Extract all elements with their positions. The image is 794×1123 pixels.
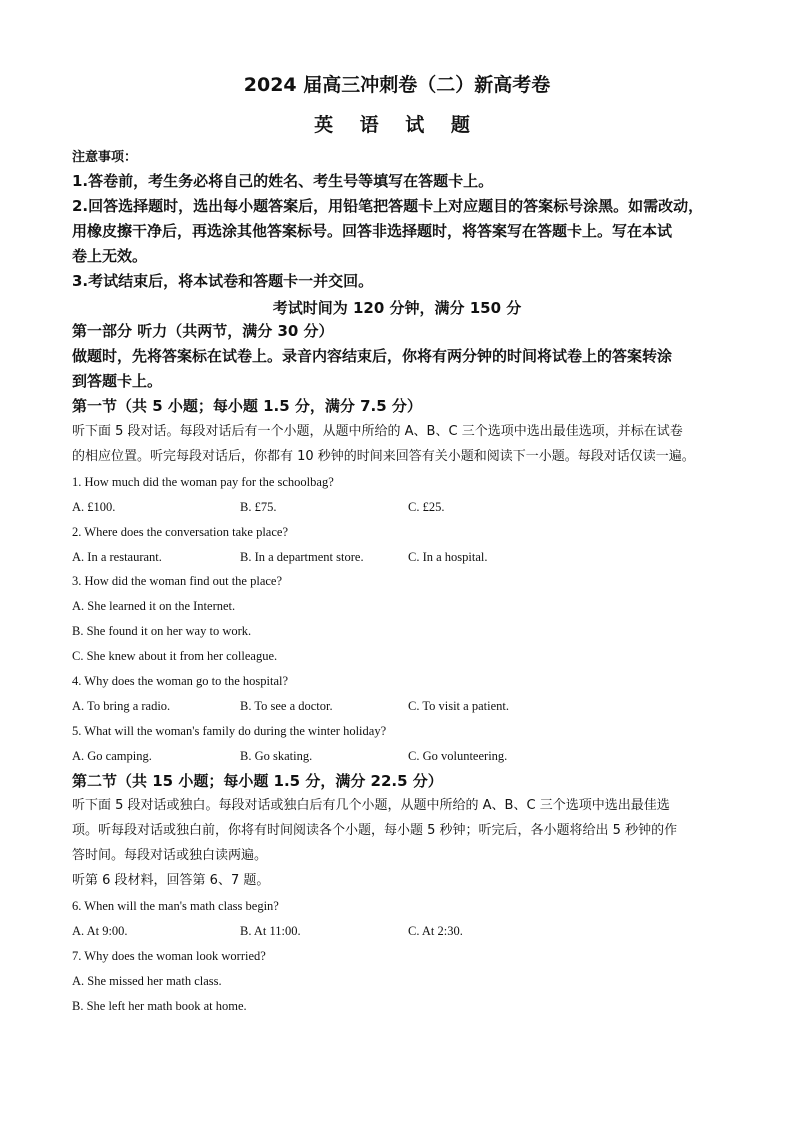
- section1-heading: 第一节（共 5 小题；每小题 1.5 分，满分 7.5 分）: [72, 397, 422, 415]
- question-6: 6. When will the man's math class begin?: [72, 899, 279, 913]
- question-3: 3. How did the woman find out the place?: [72, 574, 283, 588]
- question-4-option-b: B. To see a doctor.: [240, 699, 333, 713]
- part1-instruction-line-2: 到答题卡上。: [72, 372, 163, 390]
- material-6-instruction: 听第 6 段材料，回答第 6、7 题。: [72, 873, 270, 888]
- section2-instruction-line-1: 听下面 5 段对话或独白。每段对话或独白后有几个小题，从题中所给的 A、B、C 三个选项中选出最佳选: [72, 798, 670, 813]
- question-2-option-b: B. In a department store.: [240, 550, 364, 564]
- part1-instruction-line-1: 做题时，先将答案标在试卷上。录音内容结束后，你将有两分钟的时间将试卷上的答案转涂: [72, 347, 673, 365]
- question-1-option-b: B. £75.: [240, 500, 277, 514]
- question-3-option-b: B. She found it on her way to work.: [72, 624, 252, 638]
- notice-heading: 注意事项：: [72, 150, 138, 165]
- notice-item-2-line-1: 2.回答选择题时，选出每小题答案后，用铅笔把答题卡上对应题目的答案标号涂黑。如需改动，: [72, 197, 704, 215]
- notice-item-2-line-3: 卷上无效。: [72, 247, 148, 265]
- exam-title: 2024 届高三冲刺卷（二）新高考卷: [243, 74, 551, 96]
- question-4-option-a: A. To bring a radio.: [72, 699, 171, 713]
- section2-heading: 第二节（共 15 小题；每小题 1.5 分，满分 22.5 分）: [72, 772, 443, 790]
- section1-instruction-line-2: 的相应位置。听完每段对话后，你都有 10 秒钟的时间来回答有关小题和阅读下一小题。每段对话仅读一遍。: [72, 449, 695, 464]
- question-7-option-a: A. She missed her math class.: [72, 974, 222, 988]
- question-7-option-b: B. She left her math book at home.: [72, 999, 247, 1013]
- question-3-option-a: A. She learned it on the Internet.: [72, 599, 236, 613]
- notice-item-1: 1.答卷前，考生务必将自己的姓名、考生号等填写在答题卡上。: [72, 172, 494, 190]
- question-6-option-c: C. At 2:30.: [408, 924, 463, 938]
- subject-title: 英 语 试 题: [314, 114, 480, 136]
- question-6-option-a: A. At 9:00.: [72, 924, 128, 938]
- question-1-option-c: C. £25.: [408, 500, 445, 514]
- question-5: 5. What will the woman's family do during the winter holiday?: [72, 724, 387, 738]
- question-2-option-c: C. In a hospital.: [408, 550, 488, 564]
- section2-instruction-line-2: 项。听每段对话或独白前，你将有时间阅读各个小题，每小题 5 秒钟；听完后，各小题将给出 5 秒钟的作: [72, 823, 678, 838]
- notice-item-3: 3.考试结束后，将本试卷和答题卡一并交回。: [72, 272, 374, 290]
- section2-instruction-line-3: 答时间。每段对话或独白读两遍。: [72, 848, 268, 863]
- question-7: 7. Why does the woman look worried?: [72, 949, 266, 963]
- question-5-option-c: C. Go volunteering.: [408, 749, 508, 763]
- question-6-option-b: B. At 11:00.: [240, 924, 301, 938]
- question-1-option-a: A. £100.: [72, 500, 116, 514]
- question-4: 4. Why does the woman go to the hospital?: [72, 674, 289, 688]
- question-3-option-c: C. She knew about it from her colleague.: [72, 649, 278, 663]
- question-4-option-c: C. To visit a patient.: [408, 699, 509, 713]
- notice-item-2-line-2: 用橡皮擦干净后，再选涂其他答案标号。回答非选择题时，将答案写在答题卡上。写在本试: [72, 222, 673, 240]
- section1-instruction-line-1: 听下面 5 段对话。每段对话后有一个小题，从题中所给的 A、B、C 三个选项中选出最佳选项，并标在试卷: [72, 424, 683, 439]
- question-2-option-a: A. In a restaurant.: [72, 550, 162, 564]
- exam-time-info: 考试时间为 120 分钟，满分 150 分: [272, 299, 522, 317]
- part1-heading: 第一部分 听力（共两节，满分 30 分）: [72, 322, 334, 340]
- question-5-option-b: B. Go skating.: [240, 749, 313, 763]
- question-2: 2. Where does the conversation take place?: [72, 525, 288, 539]
- question-5-option-a: A. Go camping.: [72, 749, 152, 763]
- question-1: 1. How much did the woman pay for the schoolbag?: [72, 475, 334, 489]
